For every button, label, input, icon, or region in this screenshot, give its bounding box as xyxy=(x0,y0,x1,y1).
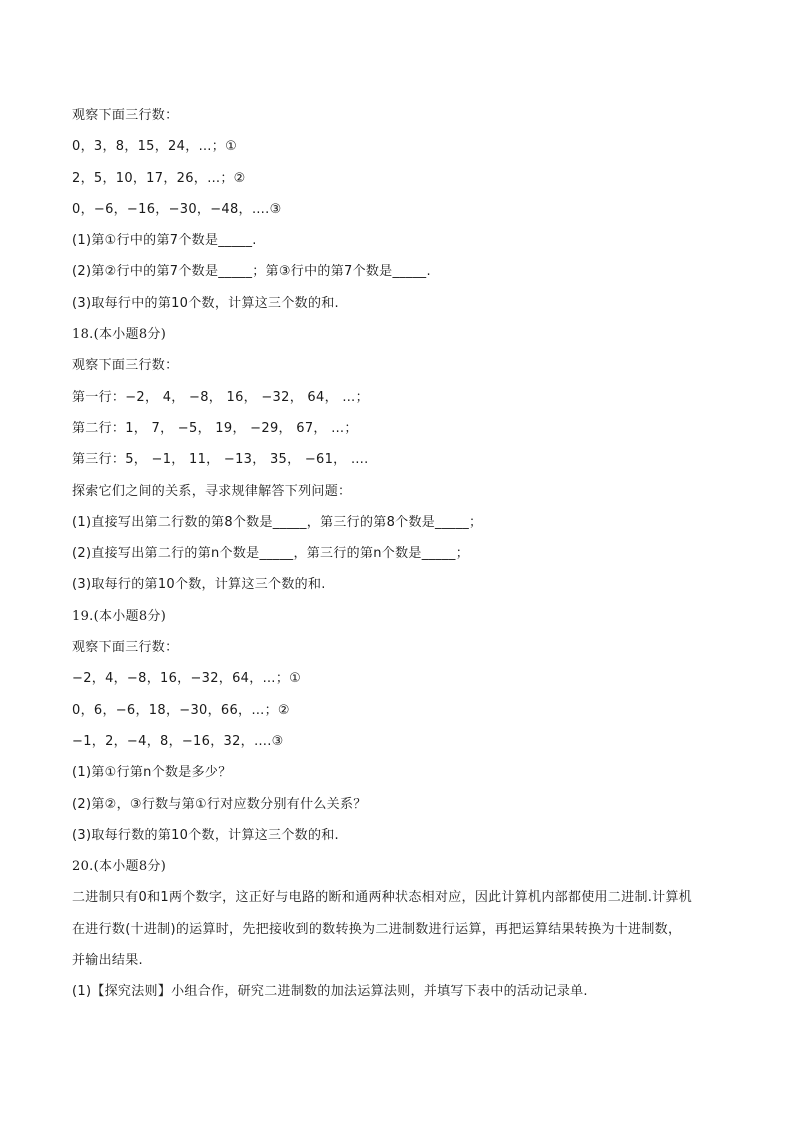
p18-heading: 18.(本小题8分) xyxy=(72,327,167,343)
p20-question-1: (1)【探究法则】小组合作，研究二进制数的加法运算法则，并填写下表中的活动记录单. xyxy=(72,984,588,1000)
p20-paragraph-line-2: 在进行数(十进制)的运算时，先把接收到的数转换为二进制数进行运算，再把运算结果转换为十进制数， xyxy=(72,921,682,937)
p20-paragraph-line-1: 二进制只有0和1两个数字，这正好与电路的断和通两种状态相对应，因此计算机内部都使用二进制.计算机 xyxy=(72,890,693,906)
p20-heading: 20.(本小题8分) xyxy=(72,859,167,875)
p19-question-1: (1)第①行第n个数是多少？ xyxy=(72,765,232,781)
p17-row3: 0，−6，−16，−30，−48，….③ xyxy=(72,201,282,217)
p18-explore: 探索它们之间的关系，寻求规律解答下列问题： xyxy=(72,483,352,499)
p18-row2: 第二行：1， 7， −5， 19， −29， 67， …； xyxy=(72,420,358,436)
p17-question-2: (2)第②行中的第7个数是_____；第③行中的第7个数是_____. xyxy=(72,264,431,280)
p18-intro: 观察下面三行数： xyxy=(72,358,179,374)
p19-question-3: (3)取每行数的第10个数，计算这三个数的和. xyxy=(72,827,339,843)
p17-question-3: (3)取每行中的第10个数，计算这三个数的和. xyxy=(72,295,339,311)
document-page xyxy=(72,100,722,1008)
p20-paragraph xyxy=(72,882,722,976)
p19-heading: 19.(本小题8分) xyxy=(72,608,167,624)
p17-question-1: (1)第①行中的第7个数是_____. xyxy=(72,233,257,249)
p17-row2: 2，5，10，17，26，…；② xyxy=(72,170,246,186)
p19-row1: −2，4，−8，16，−32，64，…；① xyxy=(72,671,302,687)
p19-question-2: (2)第②，③行数与第①行对应数分别有什么关系？ xyxy=(72,796,367,812)
p17-row1: 0，3，8，15，24，…；① xyxy=(72,139,238,155)
p18-question-2: (2)直接写出第二行的第n个数是_____，第三行的第n个数是_____； xyxy=(72,546,469,562)
p17-intro: 观察下面三行数： xyxy=(72,108,179,123)
p19-row3: −1，2，−4，8，−16，32，….③ xyxy=(72,733,284,749)
p18-question-1: (1)直接写出第二行数的第8个数是_____，第三行的第8个数是_____； xyxy=(72,514,483,530)
p18-row3: 第三行：5， −1， 11， −13， 35， −61， …. xyxy=(72,452,369,468)
p19-row2: 0，6，−6，18，−30，66，…；② xyxy=(72,702,290,718)
p19-intro: 观察下面三行数： xyxy=(72,640,179,656)
p18-row1: 第一行：−2， 4， −8， 16， −32， 64， …； xyxy=(72,389,369,405)
p18-question-3: (3)取每行的第10个数，计算这三个数的和. xyxy=(72,577,326,593)
p20-paragraph-line-3: 并输出结果. xyxy=(72,953,143,969)
